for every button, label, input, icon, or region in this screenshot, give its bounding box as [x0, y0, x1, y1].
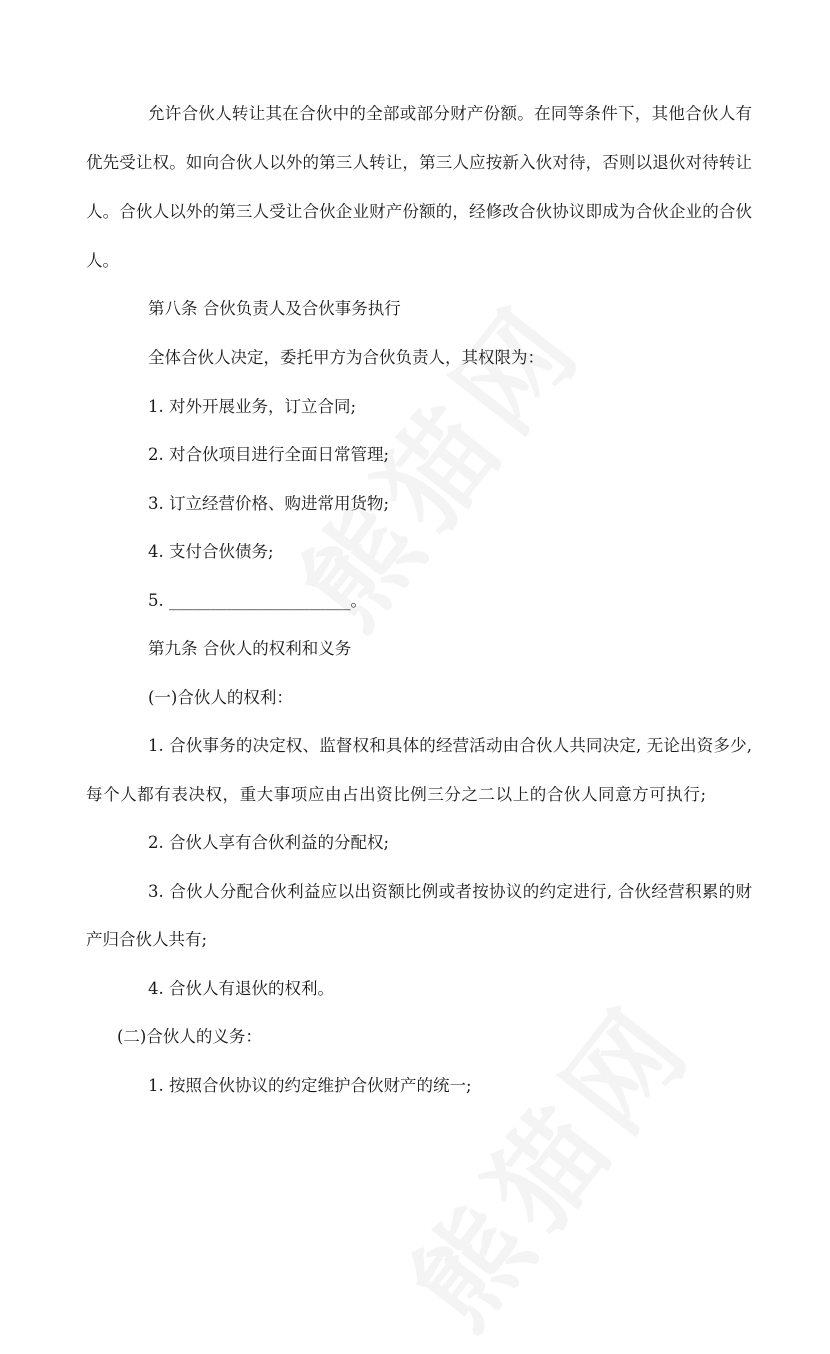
watermark	[369, 964, 723, 1354]
section-heading: (二)合伙人的义务：	[117, 1027, 262, 1046]
list-item: 3. 订立经营价格、购进常用货物;	[148, 494, 390, 513]
paragraph-line: 允许合伙人转让其在合伙中的全部或部分财产份额。在同等条件下，其他合伙人有	[148, 104, 752, 123]
list-item: 1. 对外开展业务，订立合同;	[148, 397, 357, 416]
list-item: 每个人都有表决权，重大事项应由占出资比例三分之二以上的合伙人同意方可执行;	[86, 785, 706, 804]
list-item: 3. 合伙人分配合伙利益应以出资额比例或者按协议的约定进行, 合伙经营积累的财	[148, 882, 752, 901]
paragraph-line: 优先受让权。如向合伙人以外的第三人转让，第三人应按新入伙对待，否则以退伙对待转让	[86, 153, 752, 172]
article-heading: 第八条 合伙负责人及合伙事务执行	[148, 299, 401, 318]
list-item: 5. ______________________。	[148, 591, 367, 610]
paragraph-line: 人。合伙人以外的第三人受让合伙企业财产份额的，经修改合伙协议即成为合伙企业的合伙	[86, 202, 752, 221]
article-heading: 第九条 合伙人的权利和义务	[148, 639, 352, 658]
list-item: 2. 合伙人享有合伙利益的分配权;	[148, 833, 390, 852]
list-item: 产归合伙人共有;	[86, 930, 208, 949]
list-item: 4. 合伙人有退伙的权利。	[148, 979, 334, 998]
section-heading: (一)合伙人的权利：	[148, 688, 293, 707]
paragraph-line: 全体合伙人决定，委托甲方为合伙负责人，其权限为：	[148, 348, 544, 367]
list-item: 2. 对合伙项目进行全面日常管理;	[148, 445, 390, 464]
list-item: 1. 按照合伙协议的约定维护合伙财产的统一;	[148, 1076, 472, 1095]
list-item: 1. 合伙事务的决定权、监督权和具体的经营活动由合伙人共同决定, 无论出资多少,	[148, 736, 752, 755]
paragraph-line: 人。	[86, 251, 119, 270]
list-item: 4. 支付合伙债务;	[148, 542, 274, 561]
